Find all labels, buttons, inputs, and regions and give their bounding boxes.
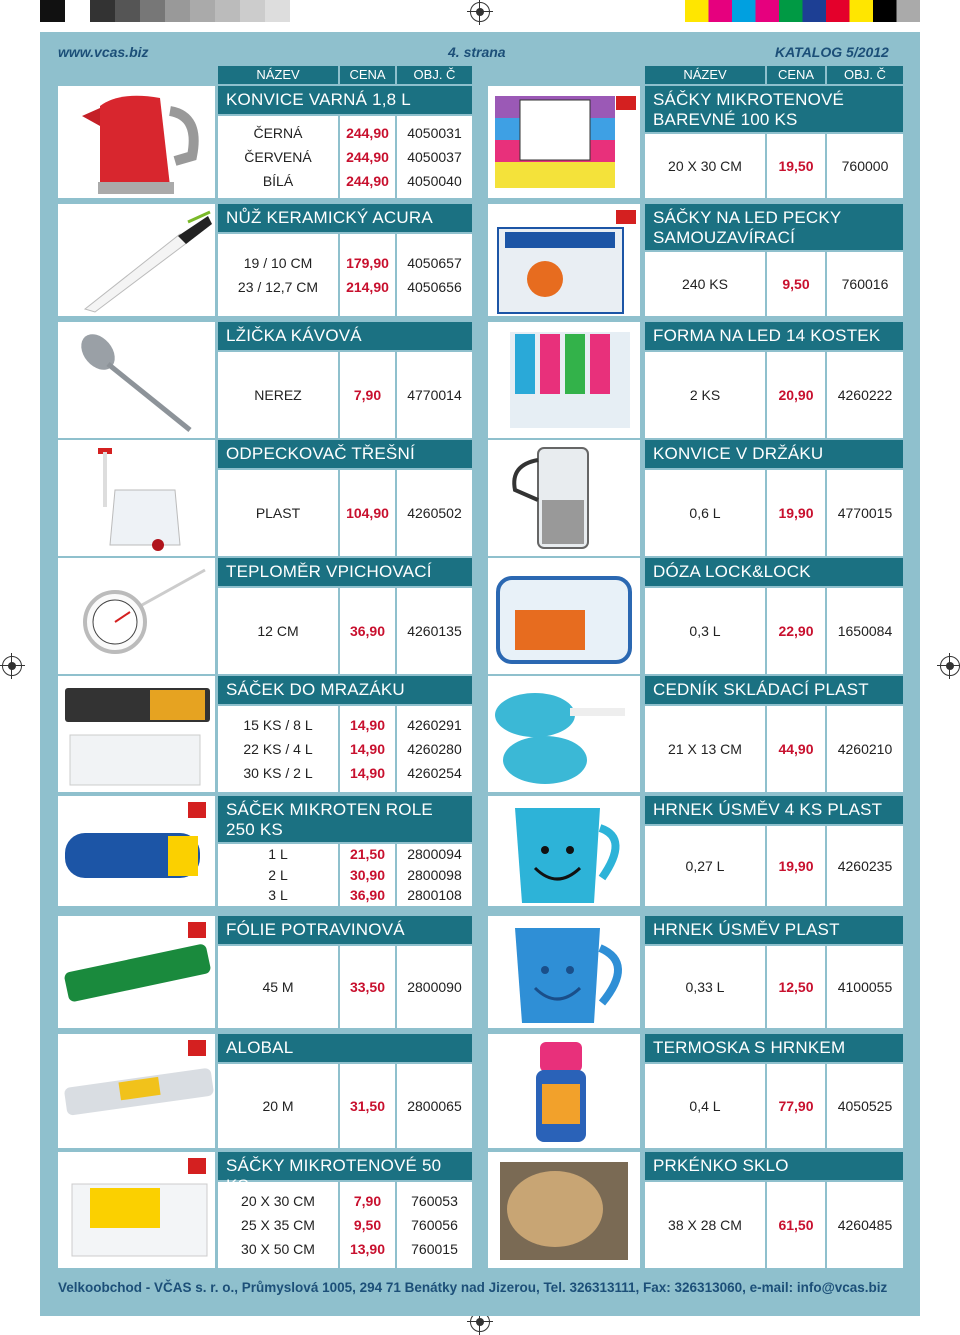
product-code: 760056 [411, 1217, 458, 1233]
color-bar-gray [40, 0, 290, 22]
catalog-label: KATALOG 5/2012 [775, 44, 889, 60]
product-code: 2800090 [407, 979, 462, 995]
price-column [340, 1064, 395, 1148]
product-title: PRKÉNKO SKLO [645, 1152, 903, 1180]
price-column [340, 588, 395, 674]
product-name: 20 X 30 CM [241, 1193, 315, 1209]
price-column [340, 946, 395, 1028]
price-column [340, 352, 395, 438]
name-column [218, 352, 338, 438]
price-column [767, 252, 825, 316]
product-code: 4050657 [407, 255, 462, 271]
product-price: 31,50 [349, 1098, 386, 1114]
name-column [218, 946, 338, 1028]
product-name: 30 X 50 CM [241, 1241, 315, 1257]
product-price: 19,90 [778, 505, 814, 521]
code-column [827, 1064, 903, 1148]
product-name: 20 X 30 CM [668, 158, 742, 174]
product-price: 179,90 [346, 255, 389, 271]
product-price: 44,90 [778, 741, 814, 757]
product-title: HRNEK ÚSMĚV PLAST [645, 916, 903, 944]
product-title: FÓLIE POTRAVINOVÁ [218, 916, 472, 944]
product-name: 2 L [268, 866, 288, 883]
product-price: 19,50 [778, 158, 814, 174]
product-code: 760015 [411, 1241, 458, 1257]
product-price: 13,90 [349, 1241, 386, 1257]
code-column [827, 946, 903, 1028]
product-price: 214,90 [346, 279, 389, 295]
name-column [645, 252, 765, 316]
product-name: BÍLÁ [262, 173, 294, 189]
name-column [218, 706, 338, 792]
strainer-image [490, 680, 640, 792]
product-name: 12 CM [257, 623, 299, 639]
product-name: 15 KS / 8 L [243, 717, 313, 733]
product-title: LŽIČKA KÁVOVÁ [218, 322, 472, 350]
code-column [397, 352, 472, 438]
product-price: 9,50 [782, 276, 810, 292]
product-code: 4260235 [837, 858, 893, 874]
product-name: 2 KS [689, 387, 721, 403]
kettle-image [60, 86, 215, 198]
colored-bags-image [490, 86, 640, 198]
price-column [340, 234, 395, 316]
col-name-left: NÁZEV [218, 66, 338, 84]
name-column [645, 588, 765, 674]
price-column [340, 844, 395, 906]
product-price: 104,90 [346, 505, 389, 521]
product-name: 3 L [268, 887, 288, 904]
product-code: 4260210 [837, 741, 893, 757]
product-code: 2800108 [407, 887, 462, 904]
name-column [645, 706, 765, 792]
code-column [827, 470, 903, 556]
thermometer-image [60, 560, 215, 672]
name-column [218, 234, 338, 316]
product-price: 12,50 [778, 979, 814, 995]
product-code: 4260485 [837, 1217, 893, 1233]
product-code: 4260254 [407, 765, 462, 781]
product-code: 4260502 [407, 505, 462, 521]
cling-film-image [60, 918, 215, 1030]
product-code: 4260222 [837, 387, 893, 403]
product-price: 7,90 [353, 1193, 382, 1209]
code-column [827, 352, 903, 438]
product-price: 14,90 [349, 717, 386, 733]
ice-tray-image [490, 322, 640, 434]
name-column [645, 946, 765, 1028]
product-price: 244,90 [346, 149, 389, 165]
name-column [218, 588, 338, 674]
name-column [645, 826, 765, 906]
registration-mark-icon [2, 656, 22, 676]
product-name: 0,27 L [685, 858, 725, 874]
price-column [767, 1182, 825, 1268]
product-name: 21 X 13 CM [668, 741, 742, 757]
product-title: DÓZA LOCK&LOCK [645, 558, 903, 586]
spoon-image [60, 322, 215, 434]
product-price: 14,90 [349, 765, 386, 781]
price-column [767, 1064, 825, 1148]
product-name: PLAST [255, 505, 301, 521]
ice-bags-image [490, 204, 640, 316]
knife-image [60, 204, 215, 316]
product-title: SÁČEK DO MRAZÁKU [218, 676, 472, 704]
product-name: 23 / 12,7 CM [237, 279, 319, 295]
aluminium-foil-image [60, 1036, 215, 1148]
registration-mark-icon [940, 656, 960, 676]
name-column [645, 1182, 765, 1268]
product-code: 4770014 [407, 387, 462, 403]
product-name: 22 KS / 4 L [243, 741, 313, 757]
code-column [397, 470, 472, 556]
product-price: 244,90 [346, 173, 389, 189]
product-price: 22,90 [778, 623, 814, 639]
product-code: 4050037 [407, 149, 462, 165]
product-title: SÁČKY MIKROTENOVÉ BAREVNÉ 100 KS [645, 86, 903, 132]
page-number: 4. strana [448, 44, 506, 60]
product-title: TEPLOMĚR VPICHOVACÍ [218, 558, 472, 586]
product-price: 19,90 [778, 858, 814, 874]
code-column [827, 826, 903, 906]
product-title: NŮŽ KERAMICKÝ ACURA [218, 204, 472, 232]
product-code: 4260280 [407, 741, 462, 757]
product-name: ČERVENÁ [244, 149, 312, 165]
col-price-left: CENA [340, 66, 395, 84]
product-title: HRNEK ÚSMĚV 4 KS PLAST [645, 796, 903, 824]
name-column [218, 116, 338, 198]
product-code: 4050040 [407, 173, 462, 189]
price-column [340, 1182, 395, 1268]
price-column [767, 352, 825, 438]
product-code: 4050031 [407, 125, 462, 141]
name-column [645, 1064, 765, 1148]
product-code: 2800094 [407, 846, 462, 863]
product-title: KONVICE V DRŽÁKU [645, 440, 903, 468]
smile-mug-2-image [490, 918, 640, 1030]
name-column [218, 1064, 338, 1148]
microtene-bags-image [60, 1154, 215, 1266]
product-name: 19 / 10 CM [243, 255, 313, 271]
code-column [397, 116, 472, 198]
product-price: 14,90 [349, 741, 386, 757]
product-name: 0,3 L [689, 623, 721, 639]
product-title: ODPECKOVAČ TŘEŠNÍ [218, 440, 472, 468]
product-name: 0,33 L [685, 979, 725, 995]
product-price: 21,50 [349, 846, 386, 863]
site-url[interactable]: www.vcas.biz [58, 44, 149, 60]
freezer-bags-image [60, 680, 215, 792]
price-column [340, 116, 395, 198]
product-price: 7,90 [353, 387, 382, 403]
price-column [340, 706, 395, 792]
product-price: 61,50 [778, 1217, 814, 1233]
product-name: ČERNÁ [253, 125, 303, 141]
cherry-pitter-image [60, 440, 215, 556]
product-price: 244,90 [346, 125, 389, 141]
col-price-right: CENA [767, 66, 825, 84]
price-column [767, 706, 825, 792]
product-name: 45 M [262, 979, 294, 995]
col-code-left: OBJ. Č [397, 66, 472, 84]
name-column [645, 134, 765, 198]
code-column [827, 134, 903, 198]
product-price: 33,50 [349, 979, 386, 995]
code-column [397, 1182, 472, 1268]
product-price: 36,90 [349, 623, 386, 639]
code-column [397, 1064, 472, 1148]
product-title: SÁČEK MIKROTEN ROLE 250 KS [218, 796, 472, 842]
product-code: 4260291 [407, 717, 462, 733]
code-column [827, 1182, 903, 1268]
product-code: 4260135 [407, 623, 462, 639]
color-bar-cmyk [685, 0, 920, 22]
product-name: 240 KS [682, 276, 728, 292]
name-column [218, 1182, 338, 1268]
price-column [767, 470, 825, 556]
product-title: KONVICE VARNÁ 1,8 L [218, 86, 472, 114]
name-column [218, 470, 338, 556]
registration-mark-icon [470, 2, 490, 22]
product-name: 38 X 28 CM [668, 1217, 742, 1233]
price-column [767, 588, 825, 674]
code-column [827, 706, 903, 792]
code-column [397, 946, 472, 1028]
col-code-right: OBJ. Č [827, 66, 903, 84]
product-code: 4100055 [837, 979, 893, 995]
product-title: SÁČKY NA LED PECKY SAMOUZAVÍRACÍ [645, 204, 903, 250]
code-column [397, 706, 472, 792]
bag-roll-image [60, 798, 215, 910]
product-name: 30 KS / 2 L [243, 765, 313, 781]
product-title: TERMOSKA S HRNKEM [645, 1034, 903, 1062]
code-column [827, 252, 903, 316]
code-column [397, 588, 472, 674]
product-code: 760053 [411, 1193, 458, 1209]
product-price: 77,90 [778, 1098, 814, 1114]
tea-pot-image [490, 440, 640, 556]
product-name: 1 L [268, 846, 288, 863]
food-box-image [490, 560, 640, 672]
product-price: 36,90 [349, 887, 386, 904]
smile-mug-image [490, 798, 640, 910]
product-code: 4050525 [837, 1098, 893, 1114]
product-name: 0,4 L [689, 1098, 721, 1114]
product-title: CEDNÍK SKLÁDACÍ PLAST [645, 676, 903, 704]
product-name: 20 M [262, 1098, 294, 1114]
product-code: 760000 [841, 158, 889, 174]
product-code: 2800098 [407, 866, 462, 883]
name-column [645, 470, 765, 556]
product-price: 9,50 [353, 1217, 382, 1233]
footer-contact: Velkoobchod - VČAS s. r. o., Průmyslová 1005, 294 71 Benátky nad Jizerou, Tel. 326313111, Fax: 326313060, e-mail: info@vcas.biz [58, 1280, 888, 1295]
thermos-image [490, 1036, 640, 1148]
price-column [767, 826, 825, 906]
product-title: FORMA NA LED 14 KOSTEK [645, 322, 903, 350]
price-column [340, 470, 395, 556]
glass-board-image [490, 1154, 640, 1266]
code-column [397, 234, 472, 316]
product-code: 1650084 [837, 623, 893, 639]
col-name-right: NÁZEV [645, 66, 765, 84]
product-price: 20,90 [778, 387, 814, 403]
product-name: 0,6 L [689, 505, 721, 521]
name-column [218, 844, 338, 906]
product-price: 30,90 [349, 866, 386, 883]
code-column [827, 588, 903, 674]
product-code: 4770015 [837, 505, 893, 521]
price-column [767, 134, 825, 198]
product-name: 25 X 35 CM [241, 1217, 315, 1233]
product-title: SÁČKY MIKROTENOVÉ 50 [218, 1152, 472, 1180]
product-title: ALOBAL [218, 1034, 472, 1062]
product-code: 760016 [841, 276, 889, 292]
code-column [397, 844, 472, 906]
name-column [645, 352, 765, 438]
price-column [767, 946, 825, 1028]
product-name: NEREZ [254, 387, 302, 403]
product-code: 4050656 [407, 279, 462, 295]
product-code: 2800065 [407, 1098, 462, 1114]
